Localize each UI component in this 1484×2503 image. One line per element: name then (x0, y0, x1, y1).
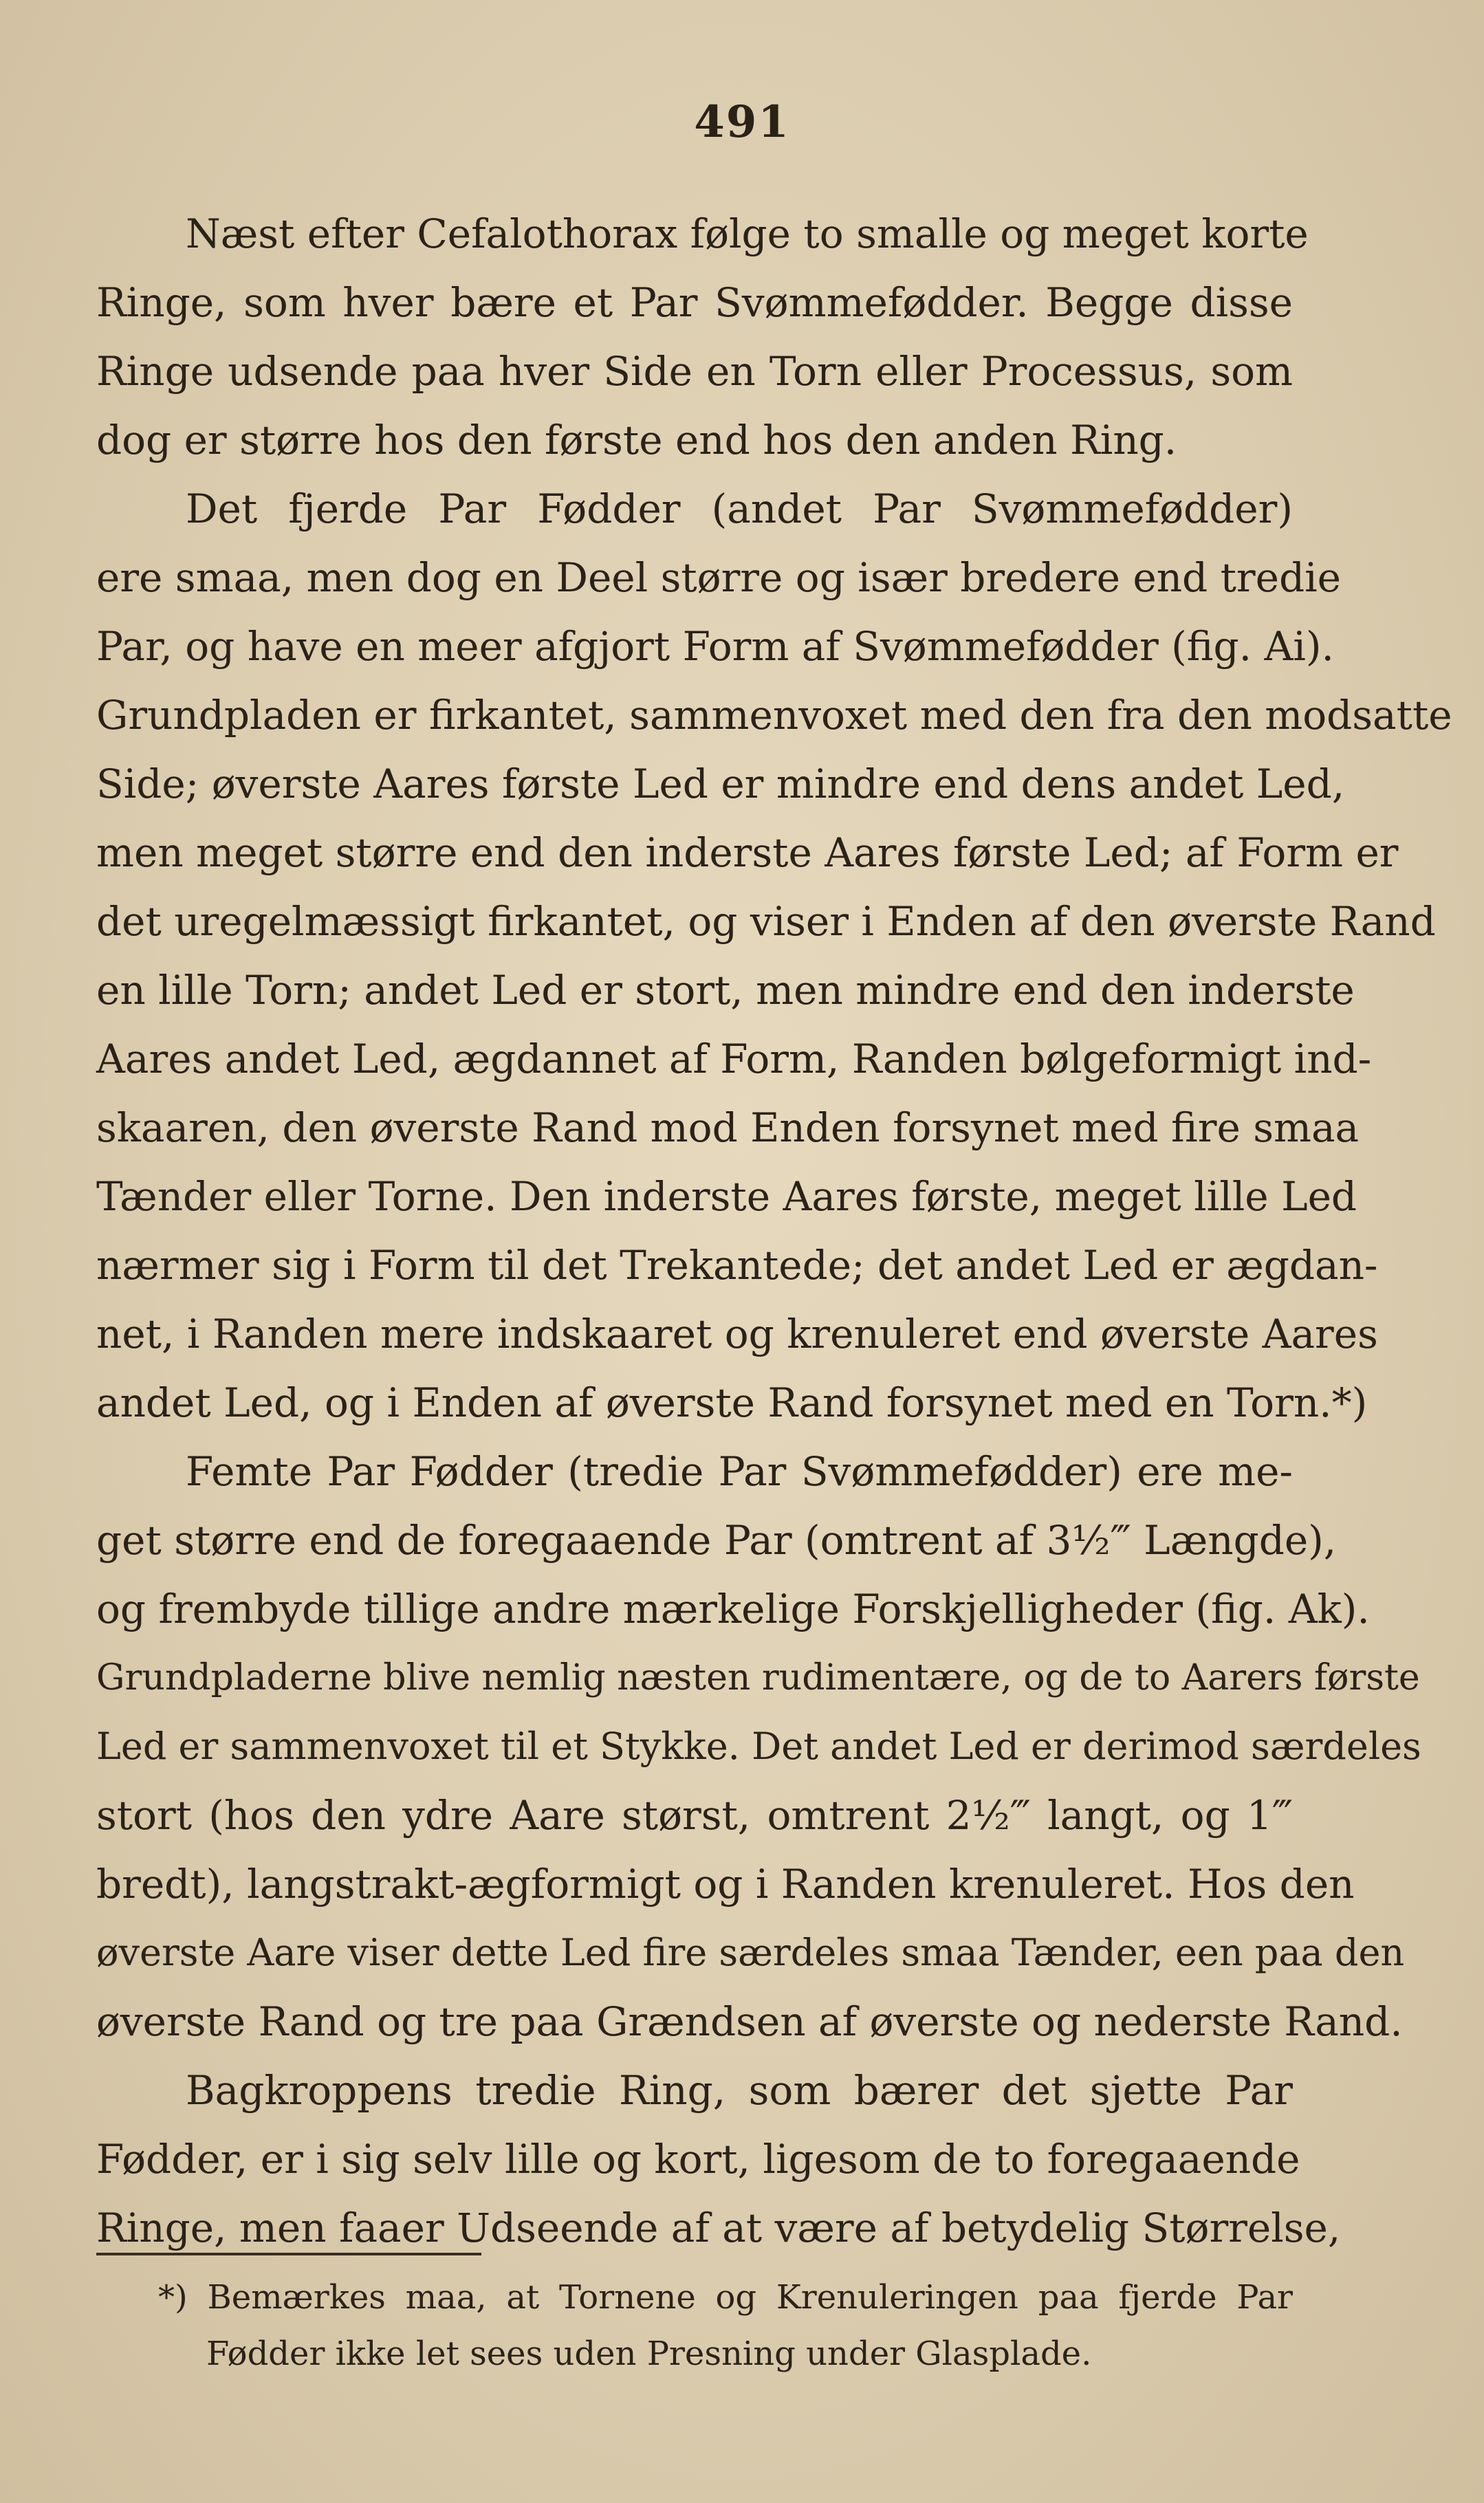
text-line: nærmer sig i Form til det Trekantede; det andet Led er ægdan- (96, 1242, 1378, 1289)
text-line: dog er større hos den første end hos den anden Ring. (96, 417, 1177, 463)
text-line: andet Led, og i Enden af øverste Rand forsynet med en Torn.*) (96, 1379, 1368, 1426)
text-line: net, i Randen mere indskaaret og krenuleret end øverste Aares (96, 1311, 1378, 1357)
text-line: Tænder eller Torne. Den inderste Aares første, meget lille Led (96, 1173, 1357, 1220)
text-line: Par, og have en meer afgjort Form af Svømmefødder (fig. Ai). (96, 623, 1334, 670)
text-line: Ringe, men faaer Udseende af at være af betydelig Størrelse, (96, 2205, 1341, 2251)
text-line: Grundpladen er firkantet, sammenvoxet med den fra den modsatte (96, 692, 1452, 739)
body-text (96, 199, 1452, 2262)
text-line: en lille Torn; andet Led er stort, men mindre end den inderste (96, 967, 1355, 1014)
text-line: Femte Par Fødder (tredie Par Svømmefødder) ere me- (186, 1448, 1293, 1495)
footnote-line: Fødder ikke let sees uden Presning under Glasplade. (206, 2335, 1092, 2373)
text-line: det uregelmæssigt firkantet, og viser i Enden af den øverste Rand (96, 898, 1436, 945)
text-line: Aares andet Led, ægdannet af Form, Randen bølgeformigt ind- (96, 1036, 1372, 1082)
paragraph (96, 474, 1452, 1437)
text-line: øverste Aare viser dette Led fire særdeles smaa Tænder, een paa den (96, 1931, 1405, 1974)
text-line: Næst efter Cefalothorax følge to smalle og meget korte (186, 210, 1309, 257)
text-line: Bagkroppens tredie Ring, som bærer det sjette Par (186, 2067, 1293, 2114)
text-line: Det fjerde Par Fødder (andet Par Svømmefødder) (186, 485, 1293, 532)
text-line: get større end de foregaaende Par (omtrent af 3½‴ Længde), (96, 1517, 1337, 1564)
text-line: men meget større end den inderste Aares første Led; af Form er (96, 829, 1399, 876)
text-line: skaaren, den øverste Rand mod Enden forsynet med fire smaa (96, 1104, 1360, 1151)
footnote-divider (96, 2253, 481, 2255)
text-line: stort (hos den ydre Aare størst, omtrent 2½‴ langt, og 1‴ (96, 1792, 1293, 1839)
text-line: bredt), langstrakt-ægformigt og i Randen krenuleret. Hos den (96, 1861, 1355, 1908)
text-line: øverste Rand og tre paa Grændsen af øverste og nederste Rand. (96, 1998, 1403, 2045)
text-line: Fødder, er i sig selv lille og kort, ligesom de to foregaaende (96, 2136, 1300, 2183)
text-line: ere smaa, men dog en Deel større og især bredere end tredie (96, 554, 1341, 601)
text-line: Led er sammenvoxet til et Stykke. Det andet Led er derimod særdeles (96, 1725, 1421, 1768)
paragraph (96, 199, 1309, 474)
footnote-line: *) Bemærkes maa, at Tornene og Krenuleringen paa fjerde Par (158, 2278, 1293, 2317)
text-line: Grundpladerne blive nemlig næsten rudimentære, og de to Aarers første (96, 1657, 1420, 1698)
text-line: Ringe udsende paa hver Side en Torn eller Processus, som (96, 348, 1293, 395)
text-line: Side; øverste Aares første Led er mindre end dens andet Led, (96, 761, 1345, 807)
text-line: og frembyde tillige andre mærkelige Forskjelligheder (fig. Ak). (96, 1586, 1370, 1632)
paragraph (96, 1437, 1421, 2056)
page-number: 491 (694, 96, 790, 148)
text-line: Ringe, som hver bære et Par Svømmefødder. Begge disse (96, 279, 1293, 326)
paragraph (96, 2056, 1341, 2262)
footnote (96, 2269, 1293, 2382)
